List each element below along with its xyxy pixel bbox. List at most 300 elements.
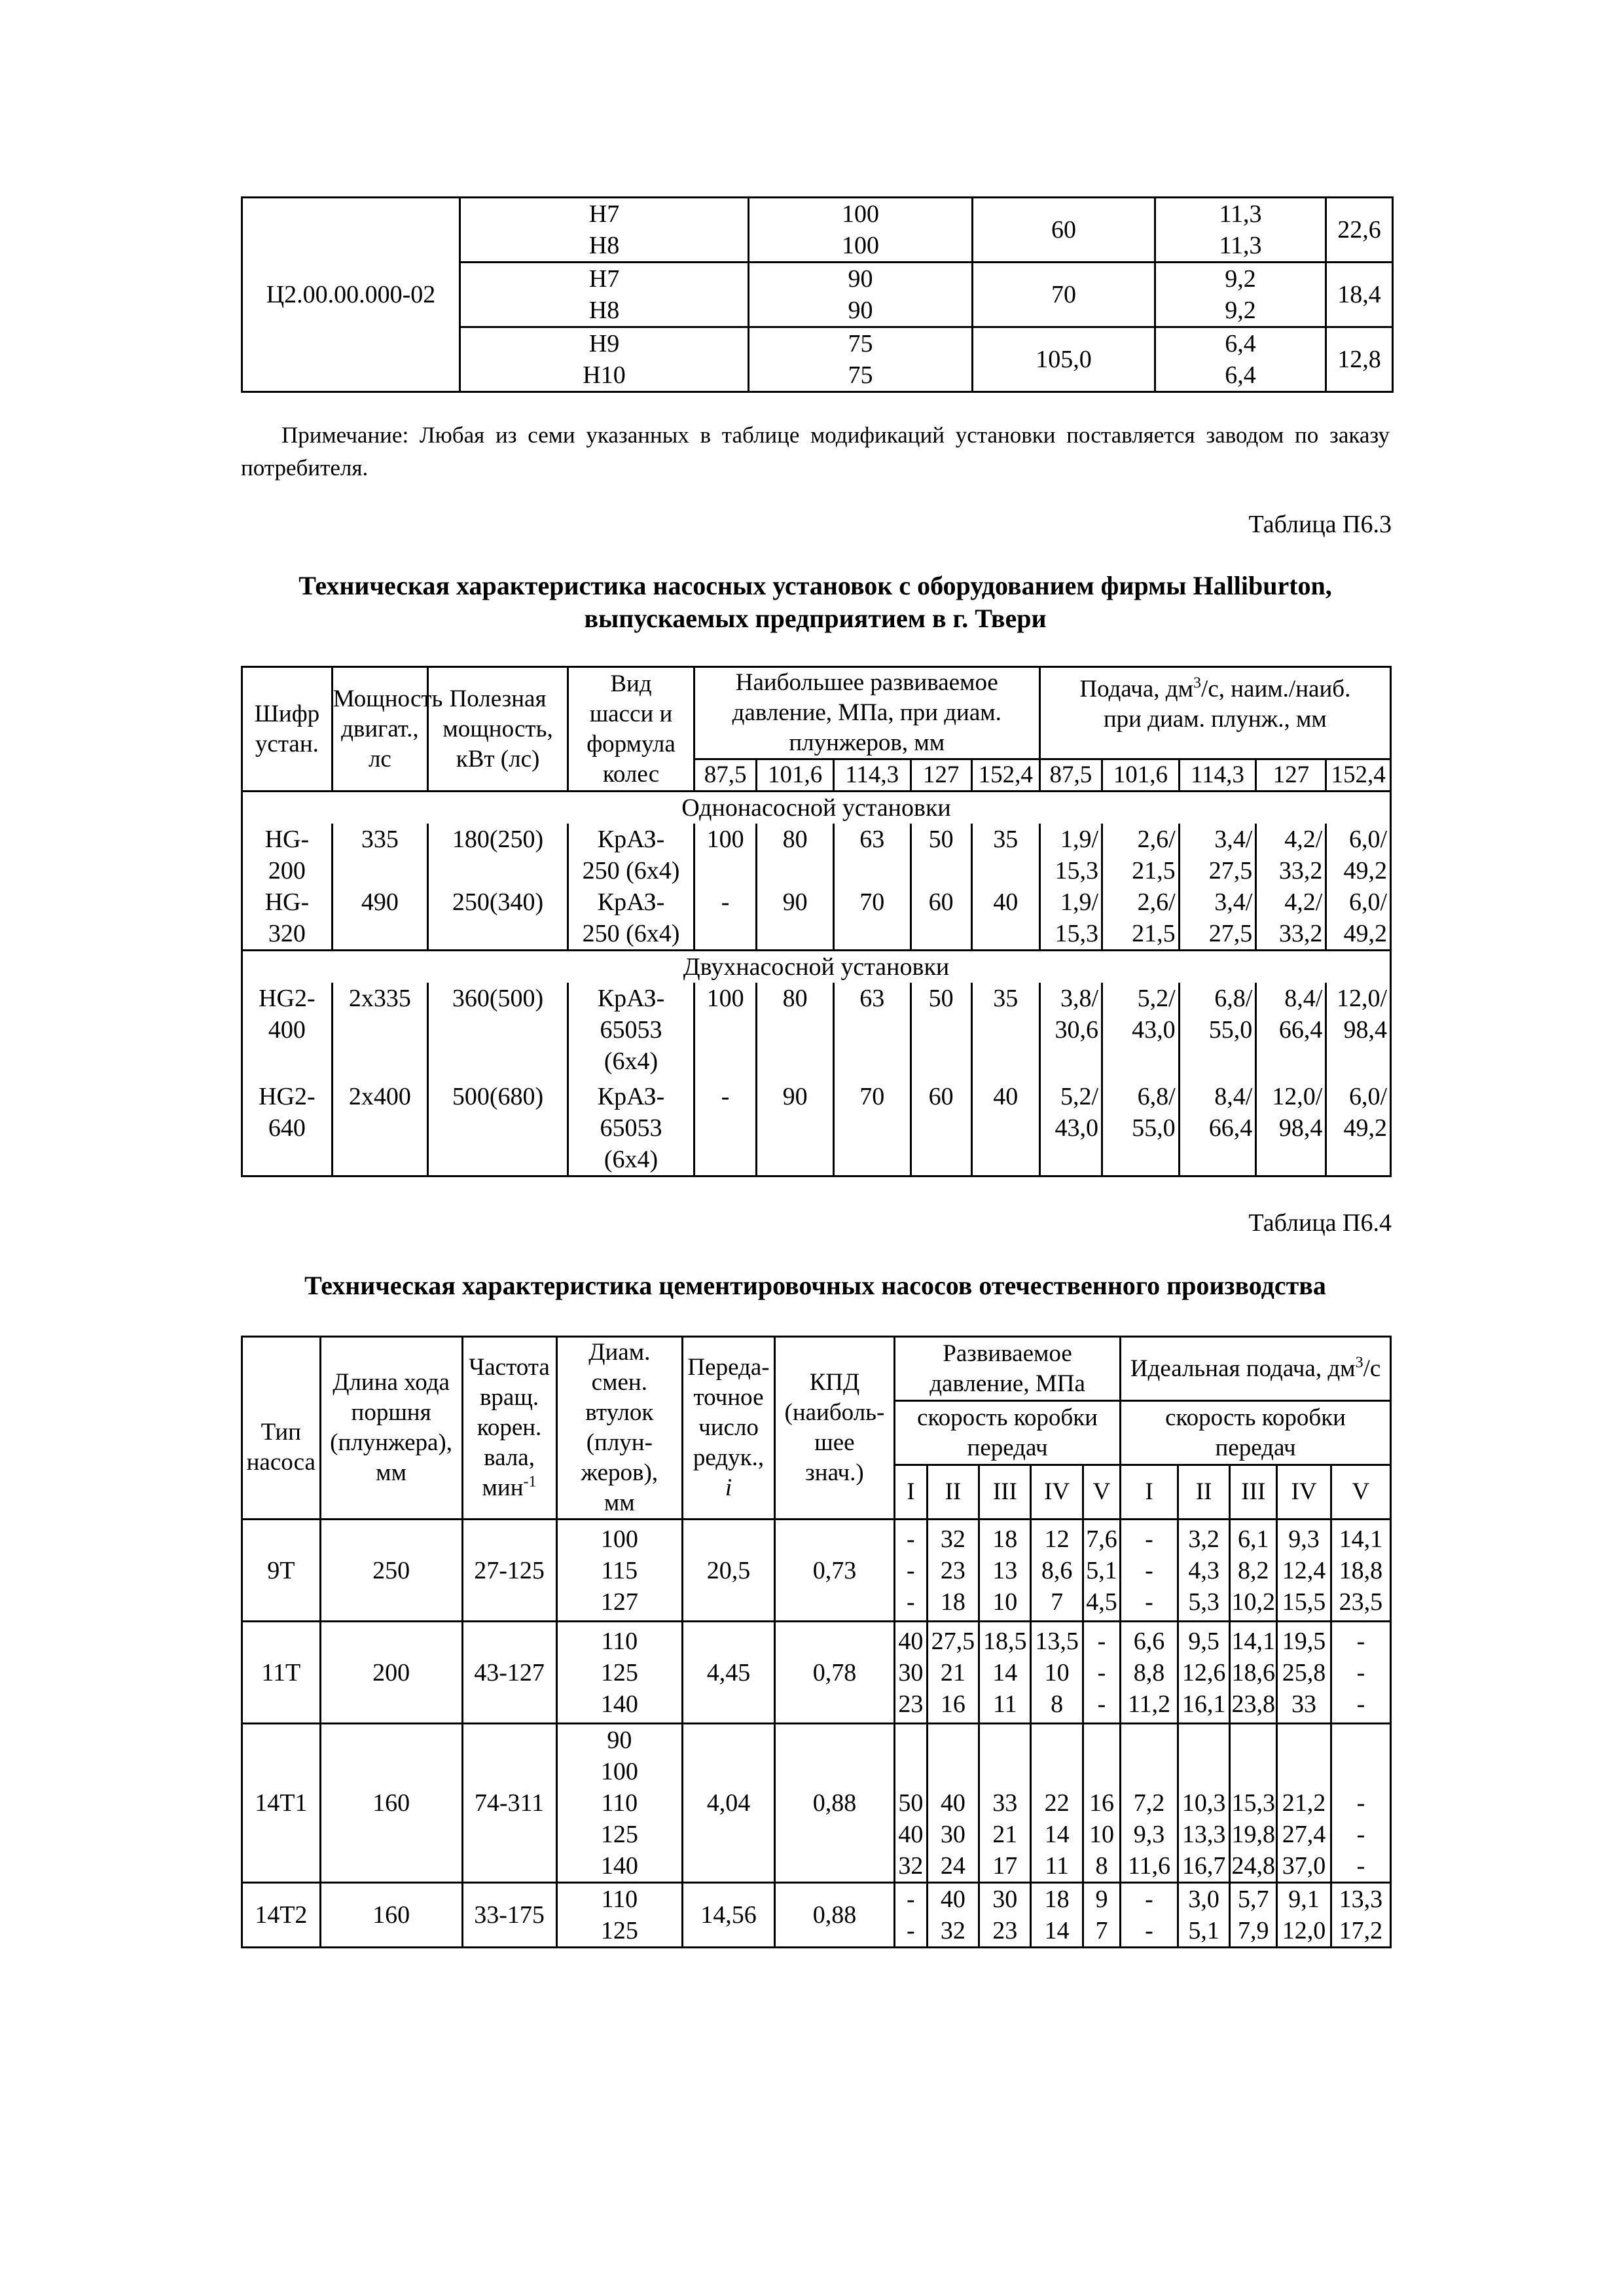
- diameter-line: 110: [601, 1789, 638, 1817]
- diameter-header: 101,6: [757, 759, 834, 792]
- pressure-line: 4,5: [1086, 1588, 1117, 1616]
- flow-line: 15,3: [1231, 1789, 1276, 1817]
- flow-cell: [1121, 1520, 1178, 1622]
- header-line: Наибольшее развиваемое: [735, 669, 998, 696]
- stroke-cell: 200: [320, 1622, 462, 1724]
- header-line: колес: [602, 760, 660, 788]
- pressure-cell: [895, 1724, 928, 1883]
- table-row: [242, 1622, 1391, 1724]
- header-text: Подача, дм: [1079, 676, 1194, 702]
- frequency-cell: 33-175: [462, 1883, 556, 1948]
- pressure-line: 50: [898, 1789, 924, 1817]
- header-flow: [1039, 667, 1390, 759]
- stroke-cell: 160: [320, 1724, 462, 1883]
- flow-line: 23,8: [1231, 1690, 1276, 1718]
- useful-power-cell: 500(680): [428, 1081, 568, 1176]
- flow-cell: [1326, 983, 1391, 1081]
- power-cell: 335: [332, 824, 427, 886]
- cipher-cell: [242, 1081, 333, 1176]
- header-chassis: [568, 667, 695, 792]
- pressure-line: 13,5: [1035, 1627, 1079, 1655]
- flow-line: 12,0: [1282, 1917, 1326, 1944]
- flow-line: 19,5: [1282, 1627, 1326, 1655]
- modification-value: Н9: [588, 330, 620, 357]
- header-line: при диам. плунж., мм: [1103, 706, 1327, 733]
- diameter-header: 127: [1256, 759, 1326, 792]
- flow-line: 6,1: [1238, 1525, 1269, 1553]
- pressure-cell: [927, 1622, 979, 1724]
- efficiency-cell: 0,73: [774, 1520, 894, 1622]
- modification-cell: [460, 198, 749, 263]
- flow-line: 21,5: [1132, 857, 1176, 884]
- pressure-line: 7,6: [1086, 1525, 1117, 1553]
- pressure-line: 23: [992, 1917, 1018, 1944]
- flow-line: 9,3: [1133, 1821, 1165, 1848]
- pressure-cell: [979, 1520, 1031, 1622]
- header-text: Идеальная подача, дм: [1130, 1355, 1356, 1382]
- pressure-line: 10: [1089, 1821, 1114, 1848]
- diameter-value: 100: [842, 232, 879, 259]
- header-line: Тип: [261, 1419, 301, 1446]
- diameter-line: 100: [600, 1525, 638, 1553]
- header-line: (наиболь-: [784, 1399, 885, 1426]
- header-line: Развиваемое: [943, 1339, 1072, 1367]
- superscript: 3: [1193, 674, 1202, 692]
- flow-line: 43,0: [1055, 1114, 1099, 1142]
- flow-cell: [1121, 1724, 1178, 1883]
- gear-header: I: [895, 1465, 928, 1520]
- pressure-cell: 63: [833, 983, 911, 1081]
- pressure-line: -: [907, 1886, 915, 1913]
- header-line: шасси и: [589, 700, 673, 727]
- flow-cell: [1155, 263, 1326, 327]
- flow-line: 30,6: [1055, 1016, 1099, 1044]
- cipher-line: 320: [268, 920, 306, 947]
- flow-line: 10,3: [1182, 1789, 1226, 1817]
- total-flow-cell: 12,8: [1326, 327, 1393, 392]
- flow-cell: [1155, 327, 1326, 392]
- superscript: 3: [1355, 1354, 1363, 1372]
- flow-line: -: [1145, 1588, 1153, 1616]
- pressure-line: 8: [1051, 1690, 1064, 1718]
- header-line: КПД: [809, 1369, 860, 1396]
- flow-line: 15,3: [1055, 920, 1099, 947]
- flow-cell: [1277, 1520, 1331, 1622]
- header-line: втулок: [585, 1399, 654, 1426]
- pressure-line: 21: [940, 1658, 965, 1686]
- cipher-cell: [242, 824, 333, 886]
- flow-cell: [1155, 198, 1326, 263]
- header-line: жеров),: [581, 1459, 659, 1486]
- header-line: (плун-: [586, 1429, 653, 1456]
- flow-value: 9,2: [1225, 297, 1256, 324]
- section-row: [242, 951, 1391, 983]
- flow-line: 7,9: [1238, 1917, 1269, 1944]
- flow-line: -: [1356, 1658, 1365, 1686]
- flow-line: 21,5: [1132, 920, 1176, 947]
- table-row: [242, 1520, 1391, 1622]
- pressure-cell: [979, 1724, 1031, 1883]
- diameter-line: 110: [601, 1627, 638, 1655]
- header-line: вращ.: [479, 1384, 539, 1411]
- diameter-line: 90: [607, 1726, 632, 1754]
- header-line: двигат., лс: [341, 715, 419, 773]
- flow-line: 12,0/: [1272, 1083, 1323, 1110]
- pressure-cell: [927, 1883, 979, 1948]
- flow-line: 5,1: [1188, 1917, 1219, 1944]
- pressure-cell: 60: [973, 198, 1155, 263]
- cipher-line: HG-: [264, 826, 310, 853]
- flow-line: -: [1356, 1627, 1365, 1655]
- header-type: [242, 1337, 321, 1520]
- header-line: насоса: [246, 1449, 316, 1476]
- flow-line: 8,8: [1133, 1658, 1165, 1686]
- diameter-header: 114,3: [833, 759, 911, 792]
- diameter-header: 87,5: [1039, 759, 1102, 792]
- pressure-line: 33: [992, 1789, 1018, 1817]
- flow-line: 4,2/: [1284, 826, 1323, 853]
- useful-power-cell: 180(250): [428, 824, 568, 886]
- pressure-cell: [927, 1520, 979, 1622]
- table-row: [242, 1081, 1391, 1176]
- header-line: точное: [693, 1384, 764, 1411]
- pressure-line: 7: [1095, 1917, 1108, 1944]
- pressure-line: 32: [940, 1525, 965, 1553]
- header-line: Мощность: [333, 685, 443, 712]
- diameter-cell: [749, 198, 973, 263]
- flow-line: 6,0/: [1348, 826, 1387, 853]
- frequency-cell: 27-125: [462, 1520, 556, 1622]
- flow-cell: [1102, 824, 1180, 886]
- cipher-cell: Ц2.00.00.000-02: [242, 198, 460, 392]
- flow-line: 49,2: [1343, 920, 1387, 947]
- pressure-line: -: [907, 1917, 915, 1944]
- gear-header: III: [1230, 1465, 1277, 1520]
- frequency-cell: 43-127: [462, 1622, 556, 1724]
- pressure-cell: 100: [694, 824, 756, 886]
- flow-line: 9,1: [1288, 1886, 1320, 1913]
- flow-line: 27,5: [1208, 920, 1253, 947]
- flow-line: 98,4: [1343, 1016, 1387, 1044]
- header-line: плунжеров, мм: [789, 729, 945, 756]
- flow-line: 13,3: [1339, 1886, 1383, 1913]
- flow-line: 12,0/: [1336, 985, 1387, 1012]
- header-text: /с: [1363, 1355, 1381, 1382]
- pressure-line: 30: [992, 1886, 1018, 1913]
- flow-line: -: [1356, 1821, 1365, 1848]
- flow-cell: [1331, 1724, 1390, 1883]
- frequency-cell: 74-311: [462, 1724, 556, 1883]
- header-line: давление, МПа, при диам.: [732, 699, 1001, 726]
- header-line: Частота: [469, 1354, 550, 1381]
- header-line: i: [725, 1474, 732, 1501]
- flow-value: 11,3: [1219, 200, 1262, 228]
- flow-cell: [1277, 1724, 1331, 1883]
- diameter-line: 125: [600, 1821, 638, 1848]
- chassis-cell: [568, 824, 695, 886]
- pressure-cell: 70: [833, 1081, 911, 1176]
- diameter-cell: [556, 1724, 683, 1883]
- useful-power-cell: 250(340): [428, 886, 568, 951]
- flow-cell: [1331, 1520, 1390, 1622]
- diameter-line: 125: [600, 1917, 638, 1944]
- flow-line: 1,9/: [1060, 888, 1099, 916]
- flow-line: 13,3: [1182, 1821, 1226, 1848]
- pressure-cell: 35: [971, 983, 1039, 1081]
- type-cell: 11Т: [242, 1622, 321, 1724]
- flow-line: 98,4: [1278, 1114, 1323, 1142]
- flow-line: 16,1: [1182, 1690, 1226, 1718]
- flow-cell: [1230, 1520, 1277, 1622]
- pressure-line: -: [1097, 1658, 1106, 1686]
- flow-cell: [1039, 824, 1102, 886]
- table-note: Примечание: Любая из семи указанных в таблице модификаций установки поставляется заводом по заказу потребителя.: [241, 422, 1390, 481]
- pressure-line: 12: [1044, 1525, 1070, 1553]
- header-line: Длина хода: [333, 1369, 450, 1396]
- flow-line: -: [1356, 1690, 1365, 1718]
- header-pressure: [694, 667, 1039, 759]
- pressure-cell: [1083, 1883, 1120, 1948]
- flow-line: 6,6: [1133, 1627, 1165, 1655]
- flow-line: 15,3: [1055, 857, 1099, 884]
- header-line: смен.: [591, 1369, 647, 1396]
- cipher-line: 400: [268, 1016, 306, 1044]
- flow-line: 1,9/: [1060, 826, 1099, 853]
- pressure-cell: [895, 1883, 928, 1948]
- table-label-p6-4: Таблица П6.4: [1248, 1209, 1392, 1237]
- flow-line: 66,4: [1208, 1114, 1253, 1142]
- header-line: передач: [967, 1434, 1048, 1461]
- header-line: вала,: [484, 1444, 535, 1471]
- flow-cell: [1121, 1883, 1178, 1948]
- ratio-cell: 20,5: [683, 1520, 775, 1622]
- flow-line: 5,2/: [1060, 1083, 1099, 1110]
- section-title: Однонасосной установки: [242, 792, 1391, 824]
- flow-line: 4,3: [1188, 1556, 1219, 1584]
- flow-cell: [1256, 824, 1326, 886]
- flow-line: 55,0: [1208, 1016, 1253, 1044]
- header-line: поршня: [351, 1399, 431, 1426]
- pressure-cell: [1083, 1622, 1120, 1724]
- efficiency-cell: 0,78: [774, 1622, 894, 1724]
- cipher-cell: [242, 886, 333, 951]
- pressure-line: 11: [1045, 1852, 1069, 1880]
- chassis-cell: [568, 1081, 695, 1176]
- flow-line: 6,8/: [1137, 1083, 1176, 1110]
- flow-line: 25,8: [1282, 1658, 1326, 1686]
- flow-line: -: [1356, 1852, 1365, 1880]
- flow-cell: [1331, 1883, 1390, 1948]
- diameter-line: 140: [600, 1690, 638, 1718]
- flow-line: 14,1: [1231, 1627, 1276, 1655]
- flow-line: 8,4/: [1284, 985, 1323, 1012]
- pressure-line: -: [907, 1588, 915, 1616]
- chassis-line: КрАЗ-: [597, 1083, 665, 1110]
- diameter-line: 125: [600, 1658, 638, 1686]
- table-label-p6-3: Таблица П6.3: [1248, 511, 1392, 538]
- useful-power-cell: 360(500): [428, 983, 568, 1081]
- header-text: мин: [482, 1474, 524, 1501]
- header-line: мм: [376, 1459, 406, 1486]
- flow-cell: [1178, 1622, 1229, 1724]
- pressure-line: -: [1097, 1690, 1106, 1718]
- table-continuation: [241, 196, 1394, 393]
- flow-cell: [1121, 1622, 1178, 1724]
- chassis-line: (6х4): [604, 1146, 659, 1173]
- table-row: [242, 886, 1391, 951]
- flow-cell: [1039, 983, 1102, 1081]
- chassis-line: 250 (6х4): [582, 920, 680, 947]
- modification-cell: [460, 327, 749, 392]
- header-line: кВт (лс): [456, 745, 540, 773]
- diameter-cell: [749, 263, 973, 327]
- header-row: [242, 1337, 1391, 1401]
- header-line: Переда-: [687, 1354, 770, 1381]
- header-line: [1121, 1354, 1390, 1384]
- flow-cell: [1179, 886, 1256, 951]
- flow-line: 9,3: [1288, 1525, 1320, 1553]
- flow-cell: [1326, 886, 1391, 951]
- flow-line: 49,2: [1343, 1114, 1387, 1142]
- pressure-line: 32: [940, 1917, 965, 1944]
- diameter-header: 101,6: [1102, 759, 1180, 792]
- gear-header: II: [927, 1465, 979, 1520]
- flow-cell: [1326, 1081, 1391, 1176]
- pressure-cell: 70: [833, 886, 911, 951]
- header-row: [242, 667, 1391, 759]
- flow-line: -: [1145, 1556, 1153, 1584]
- diameter-cell: [556, 1520, 683, 1622]
- header-pressure: [895, 1337, 1121, 1401]
- flow-line: 3,0: [1188, 1886, 1219, 1913]
- diameter-line: 100: [600, 1758, 638, 1785]
- flow-cell: [1102, 983, 1180, 1081]
- pressure-line: 40: [940, 1886, 965, 1913]
- gear-header: IV: [1277, 1465, 1331, 1520]
- flow-cell: [1256, 1081, 1326, 1176]
- pressure-line: 10: [992, 1588, 1018, 1616]
- header-line: мм: [604, 1489, 635, 1516]
- flow-cell: [1179, 983, 1256, 1081]
- pressure-cell: [1031, 1622, 1083, 1724]
- header-frequency: [462, 1337, 556, 1520]
- flow-line: 3,8/: [1060, 985, 1099, 1012]
- pressure-cell: 80: [757, 824, 834, 886]
- flow-line: 5,7: [1238, 1886, 1269, 1913]
- pressure-cell: 60: [911, 1081, 971, 1176]
- ratio-cell: 14,56: [683, 1883, 775, 1948]
- flow-cell: [1102, 886, 1180, 951]
- flow-line: 27,4: [1282, 1821, 1326, 1848]
- gear-header: II: [1178, 1465, 1229, 1520]
- table-p6-3: [241, 666, 1392, 1177]
- table-title-p6-4: Техническая характеристика цементировочных насосов отечественного производства: [304, 1271, 1326, 1300]
- cipher-line: HG2-: [259, 1083, 316, 1110]
- chassis-line: КрАЗ-: [597, 985, 665, 1012]
- diameter-cell: [556, 1883, 683, 1948]
- gear-header: IV: [1031, 1465, 1083, 1520]
- flow-line: 12,4: [1282, 1556, 1326, 1584]
- flow-line: 11,6: [1127, 1852, 1171, 1880]
- gear-header: III: [979, 1465, 1031, 1520]
- pressure-line: 18: [1044, 1886, 1070, 1913]
- header-line: мощность,: [442, 715, 553, 742]
- diameter-value: 90: [848, 297, 873, 324]
- pressure-line: 8: [1095, 1852, 1108, 1880]
- header-line: давление, МПа: [929, 1370, 1085, 1397]
- pressure-line: 8,6: [1041, 1556, 1073, 1584]
- diameter-header: 87,5: [694, 759, 756, 792]
- pressure-cell: -: [694, 886, 756, 951]
- flow-value: 9,2: [1225, 265, 1256, 293]
- header-line: устан.: [255, 730, 319, 757]
- flow-line: -: [1356, 1789, 1365, 1817]
- pressure-line: 27,5: [931, 1627, 975, 1655]
- flow-line: 66,4: [1278, 1016, 1323, 1044]
- flow-cell: [1256, 886, 1326, 951]
- header-line: скорость коробки: [1165, 1404, 1346, 1431]
- diameter-header: 152,4: [1326, 759, 1391, 792]
- flow-cell: [1277, 1622, 1331, 1724]
- flow-line: 5,2/: [1137, 985, 1176, 1012]
- gear-header: I: [1121, 1465, 1178, 1520]
- header-useful-power: [428, 667, 568, 792]
- diameter-line: 115: [601, 1556, 638, 1584]
- table-p6-4: [241, 1336, 1392, 1948]
- cipher-line: HG-: [264, 888, 310, 916]
- header-power: [332, 667, 443, 792]
- pressure-cell: 40: [971, 886, 1039, 951]
- pressure-line: 21: [992, 1821, 1018, 1848]
- pressure-line: 40: [898, 1821, 924, 1848]
- flow-line: 27,5: [1208, 857, 1253, 884]
- flow-line: 2,6/: [1137, 826, 1176, 853]
- diameter-line: 127: [600, 1588, 638, 1616]
- pressure-cell: 105,0: [973, 327, 1155, 392]
- modification-value: Н10: [583, 361, 626, 389]
- pressure-cell: -: [694, 1081, 756, 1176]
- pressure-line: 14: [992, 1658, 1018, 1686]
- pressure-line: 30: [940, 1821, 965, 1848]
- chassis-line: КрАЗ-: [597, 888, 665, 916]
- pressure-line: 23: [940, 1556, 965, 1584]
- flow-line: 49,2: [1343, 857, 1387, 884]
- diameter-line: 140: [600, 1852, 638, 1880]
- table-row: [242, 1883, 1391, 1948]
- flow-cell: [1179, 824, 1256, 886]
- header-line: Шифр: [254, 700, 320, 727]
- flow-cell: [1039, 886, 1102, 951]
- ratio-cell: 4,04: [683, 1724, 775, 1883]
- flow-cell: [1326, 824, 1391, 886]
- flow-line: 11,2: [1127, 1690, 1171, 1718]
- pressure-cell: 50: [911, 824, 971, 886]
- header-line: формула: [586, 730, 676, 757]
- power-cell: 2х335: [332, 983, 427, 1081]
- header-ratio: [683, 1337, 775, 1520]
- superscript: -1: [523, 1473, 537, 1491]
- header-line: число: [698, 1414, 759, 1441]
- modification-cell: [460, 263, 749, 327]
- flow-line: 23,5: [1339, 1588, 1383, 1616]
- flow-cell: [1277, 1883, 1331, 1948]
- cipher-line: HG2-: [259, 985, 316, 1012]
- pressure-cell: 50: [911, 983, 971, 1081]
- pressure-line: 23: [898, 1690, 924, 1718]
- diameter-header: 152,4: [971, 759, 1039, 792]
- chassis-line: 65053: [600, 1114, 662, 1142]
- table-row: [242, 824, 1391, 886]
